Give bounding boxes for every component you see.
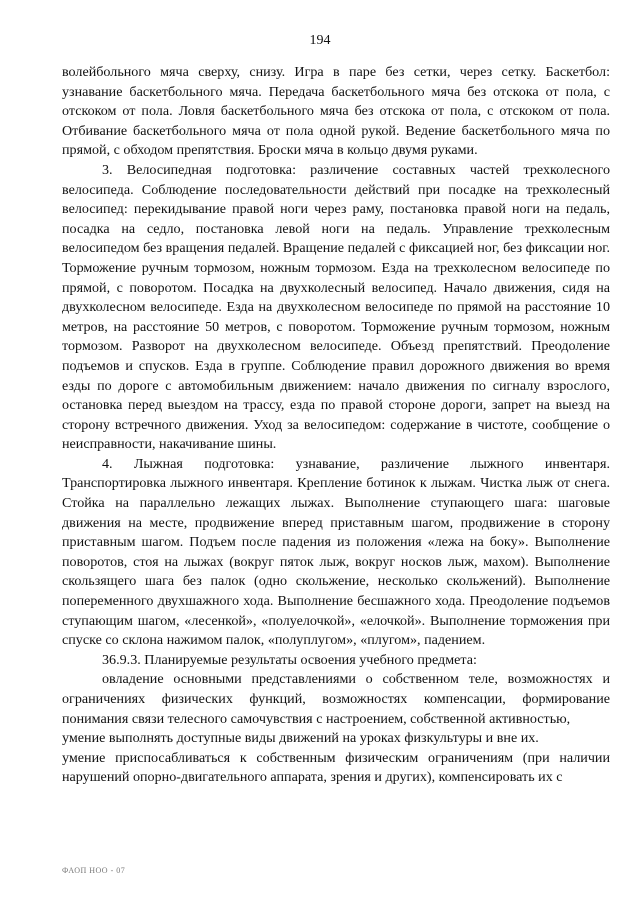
- footer-code: ФАОП НОО - 07: [62, 866, 126, 875]
- page-number: 194: [309, 33, 331, 48]
- paragraph: 36.9.3. Планируемые результаты освоения учебного предмета:: [102, 651, 477, 668]
- paragraph: 3. Велосипедная подготовка: различение составных частей трехколесного велосипеда. Соблюдение последовательности действий при посадке на трехколесный велосипед: перекидывание правой ноги через раму, постановка правой ноги на педаль, посадка на седло, постановка левой ноги на педаль. Управление трехколесным велосипедом без вращения педалей. Вращение педалей с фиксацией ног, без фиксации ног. Торможение ручным тормозом, ножным тормозом. Езда на трехколесном велосипеде по прямой, с поворотом. Посадка на двухколесный велосипед. Начало движения, сидя на двухколесном велосипеде. Езда на двухколесном велосипеде по прямой на расстояние 10 метров, на расстояние 50 метров, с поворотом. Торможение ручным тормозом, ножным тормозом. Разворот на двухколесном велосипеде. Объезд препятствий. Преодоление подъемов и спусков. Езда в группе. Соблюдение правил дорожного движения во время езды по дороге с автомобильным движением: начало движения по сигналу взрослого, остановка перед выездом на трассу, езда по правой стороне дороги, запрет на выезд на сторону встречного движения. Уход за велосипедом: содержание в чистоте, сообщение о неисправности, накачивание шины.: [62, 161, 610, 453]
- paragraph: умение выполнять доступные виды движений на уроках физкультуры и вне их.: [62, 730, 539, 747]
- paragraph: 4. Лыжная подготовка: узнавание, различение лыжного инвентаря. Транспортировка лыжного инвентаря. Крепление ботинок к лыжам. Чистка лыж от снега. Стойка на параллельно лежащих лыжах. Выполнение ступающего шага: шаговые движения на месте, продвижение вперед приставным шагом, продвижение в сторону приставным шагом. Подъем после падения из положения «лежа на боку». Выполнение поворотов, стоя на лыжах (вокруг пяток лыж, вокруг носков лыж, махом). Выполнение скользящего шага без палок (одно скольжение, несколько скольжений). Выполнение попеременного двухшажного хода. Выполнение бесшажного хода. Преодоление подъемов ступающим шагом, «лесенкой», «полуелочкой», «елочкой». Выполнение торможения при спуске со склона нажимом палок, «полуплугом», «плугом», падением.: [62, 455, 610, 649]
- paragraph: овладение основными представлениями о собственном теле, возможностях и ограничениях физических функций, возможностях компенсации, формирование понимания связи телесного самочувствия с настроением, собственной активностью,: [62, 671, 610, 727]
- paragraph: волейбольного мяча сверху, снизу. Игра в паре без сетки, через сетку. Баскетбол: узнавание баскетбольного мяча. Передача баскетбольного мяча без отскока от пола, с отскоком от пола. Ловля баскетбольного мяча без отскока от пола, с отскоком от пола. Отбивание баскетбольного мяча от пола одной рукой. Ведение баскетбольного мяча по прямой, с обходом препятствия. Броски мяча в кольцо двумя руками.: [62, 64, 610, 159]
- body-text: [62, 63, 610, 788]
- paragraph: умение приспосабливаться к собственным физическим ограничениям (при наличии нарушений опорно-двигательного аппарата, зрения и других), компенсировать их с: [62, 749, 610, 786]
